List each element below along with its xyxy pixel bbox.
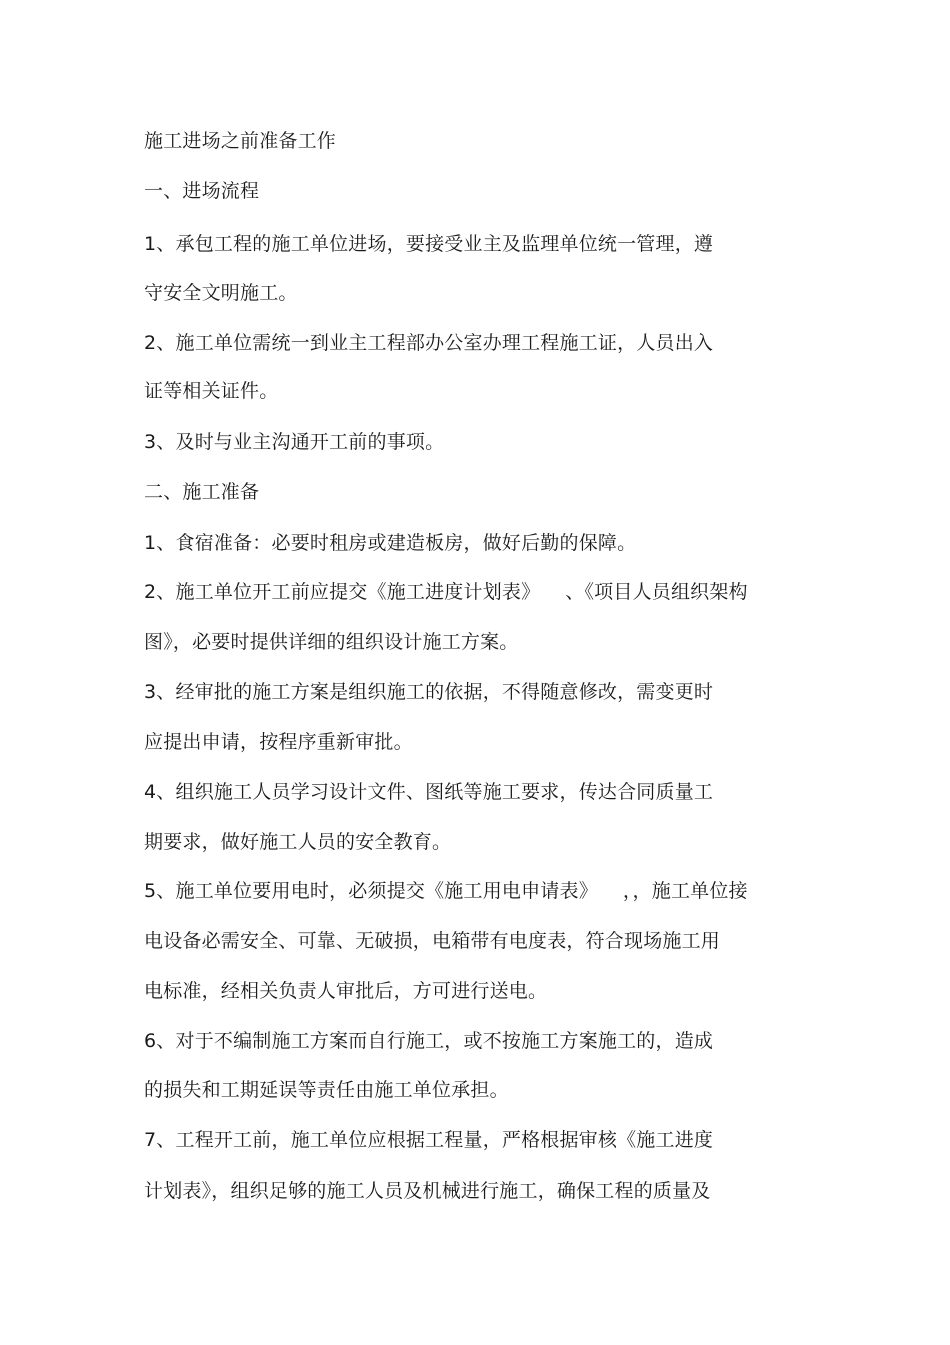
section-heading-construction-prep: 二、施工准备: [144, 481, 260, 503]
paragraph-line: 应提出申请，按程序重新审批。: [144, 731, 413, 753]
paragraph-line: 期要求，做好施工人员的安全教育。: [144, 831, 452, 853]
paragraph-line: 守安全文明施工。: [144, 282, 298, 304]
paragraph-line: 的损失和工期延误等责任由施工单位承担。: [144, 1079, 509, 1101]
paragraph-line: 计划表》，组织足够的施工人员及机械进行施工，确保工程的质量及: [144, 1180, 711, 1202]
paragraph-line: 电设备必需安全、可靠、无破损，电箱带有电度表，符合现场施工用: [144, 930, 721, 952]
paragraph-line: 证等相关证件。: [144, 380, 279, 402]
paragraph-line: 6、对于不编制施工方案而自行施工，或不按施工方案施工的，造成: [144, 1030, 714, 1052]
document-title: 施工进场之前准备工作: [144, 130, 337, 152]
paragraph-line: 电标准，经相关负责人审批后，方可进行送电。: [144, 980, 548, 1002]
paragraph-line: 5、施工单位要用电时，必须提交《施工用电申请表》 ，，施工单位接: [144, 880, 748, 902]
paragraph-line: 2、施工单位开工前应提交《施工进度计划表》 、《项目人员组织架构: [144, 581, 748, 603]
section-heading-entry-process: 一、进场流程: [144, 180, 260, 202]
paragraph-line: 1、承包工程的施工单位进场，要接受业主及监理单位统一管理，遵: [144, 233, 714, 255]
paragraph-line: 4、组织施工人员学习设计文件、图纸等施工要求，传达合同质量工: [144, 781, 714, 803]
paragraph-line: 3、及时与业主沟通开工前的事项。: [144, 431, 445, 453]
paragraph-line: 图》，必要时提供详细的组织设计施工方案。: [144, 631, 519, 653]
paragraph-line: 1、食宿准备：必要时租房或建造板房，做好后勤的保障。: [144, 532, 637, 554]
paragraph-line: 7、工程开工前，施工单位应根据工程量，严格根据审核《施工进度: [144, 1129, 714, 1151]
paragraph-line: 3、经审批的施工方案是组织施工的依据，不得随意修改，需变更时: [144, 681, 714, 703]
paragraph-line: 2、施工单位需统一到业主工程部办公室办理工程施工证，人员出入: [144, 332, 714, 354]
